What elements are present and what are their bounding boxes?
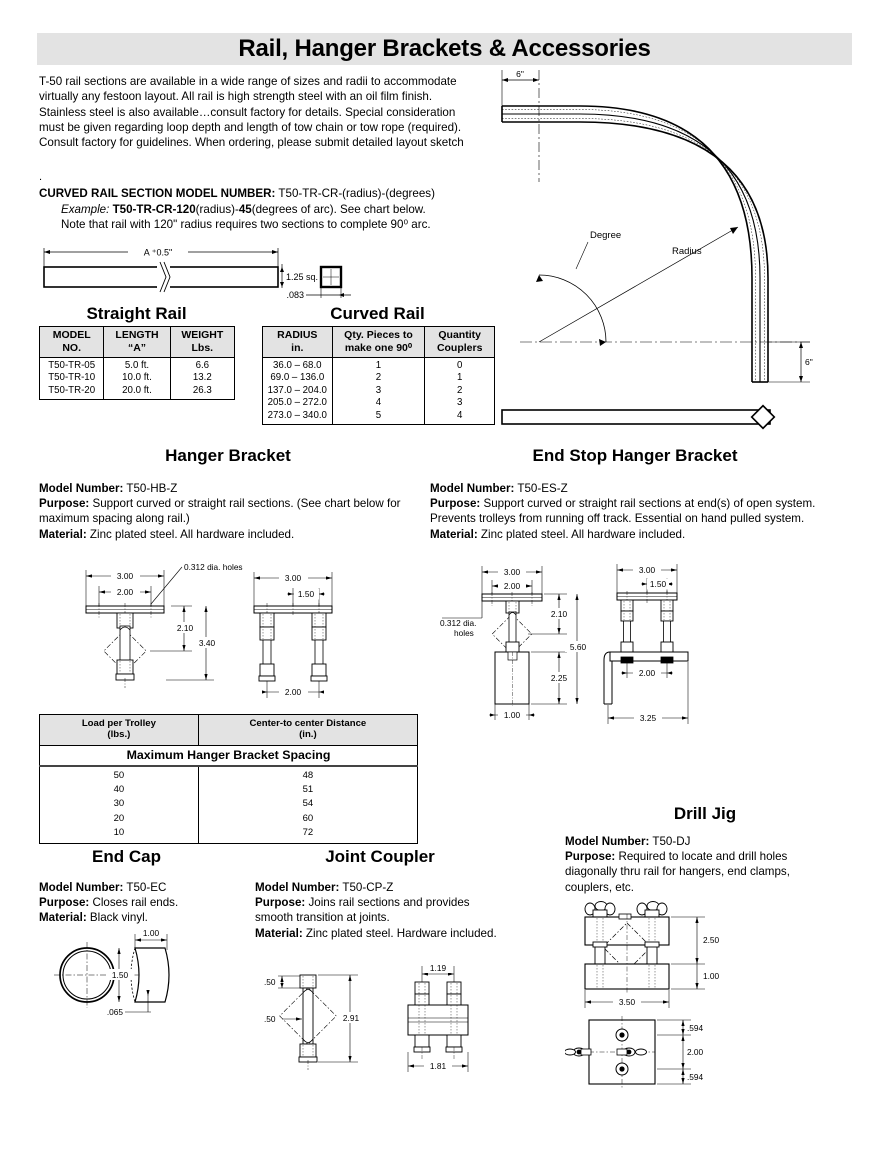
spacing-table-caption: Maximum Hanger Bracket Spacing [40,745,418,766]
table-header-row [263,327,495,358]
drill-jig-heading: Drill Jig [673,804,737,823]
intro-paragraph: T-50 rail sections are available in a wide range of sizes and radii to accommodate virtually any festoon layout. All rail is high strength steel with an oil film finish. Stainless steel is also available…consult factory for details. Special consideration must be given regarding loop depth and length of tow chain or tow rope (required). Consult factory for guidelines. When ordering, please submit detailed layout sketch [39,75,464,150]
stray-period: . [39,171,43,183]
jc-width-top: 1.19 [429,963,447,973]
value: T50-EC [126,881,167,894]
label: Purpose: [39,497,90,511]
joint-coupler-material-line [255,926,503,941]
table-row [263,410,495,425]
label: Model Number: [39,881,124,894]
value: Support curved or straight rail sections at end(s) of open system. Prevents trolleys from running off track. Essential on hand pulled system. [430,497,816,526]
cell: 69.0 – 136.0 [263,372,333,384]
col-header-line: Couplers [436,341,483,354]
label: Purpose: [430,497,481,511]
hb-side-width-inner: 1.50 [297,589,315,599]
jc-left: .50 [264,1014,276,1024]
table-row [40,812,418,826]
cell: 10.0 ft. [104,372,170,384]
es-side-width-outer: 3.00 [638,565,656,575]
cell: 4 [332,397,425,409]
joint-coupler-drawing [258,960,508,1080]
hanger-bracket-purpose-line [39,496,409,526]
cell: 1 [425,372,495,384]
example-bold-2: 45 [238,202,252,216]
cell: 1 [332,358,425,373]
end-cap-drawing [45,920,225,1030]
cell: 36.0 – 68.0 [263,358,333,373]
cell: 6.6 [170,358,234,373]
cell: 50 [113,770,125,782]
joint-coupler-model-line [255,880,503,895]
jc-top: .50 [264,977,276,987]
degree-label: Degree [590,230,622,241]
rail-wall-label: .083 [286,290,304,300]
cell: 5 [332,410,425,425]
es-holes-line2: holes [454,628,474,638]
label: Model Number: [565,835,650,848]
end-stop-heading: End Stop Hanger Bracket [532,446,738,465]
table-row [40,783,418,797]
label: Model Number: [39,482,124,495]
es-side-total: 3.25 [639,713,657,723]
es-side-width-inner: 1.50 [649,579,667,589]
hb-width-outer: 3.00 [116,571,134,581]
spacing-table-caption-row [40,745,418,766]
cell: 13.2 [170,372,234,384]
hb-height-mid: 2.10 [176,623,194,633]
es-side-base: 2.00 [638,668,656,678]
example-plain-2: (degrees of arc). See chart below. [251,202,426,216]
hanger-bracket-drawing [62,556,392,716]
value: Zinc plated steel. All hardware included. [89,527,295,541]
cell: 2 [332,372,425,384]
label: Purpose: [255,896,306,910]
table-row [263,358,495,373]
cell: 48 [198,766,417,783]
es-height-stop: 2.25 [550,673,568,683]
end-stop-drawing [432,556,762,741]
curved-rail-model-number-block [39,186,509,233]
label: Material: [430,527,478,541]
value: Zinc plated steel. All hardware included. [480,527,686,541]
col-header-line: LENGTH [115,329,159,341]
cell: 54 [198,797,417,811]
end-cap-model-line [39,880,254,895]
end-cap-heading: End Cap [92,847,161,866]
cell: 3 [425,397,495,409]
col-header-line: Center-to center Distance [249,718,367,729]
curved-rail-caption: Curved Rail [330,304,425,323]
col-header-line: “A” [127,341,147,354]
es-height-total: 5.60 [569,642,587,652]
cell: 0 [425,358,495,373]
radius-label: Radius [672,246,702,257]
col-header-line: Quantity [438,329,481,341]
model-number-heading-value: T50-TR-CR-(radius)-(degrees) [278,187,435,200]
curved-rail-diagram [480,62,880,462]
cell: 40 [113,784,125,796]
es-height-mid: 2.10 [550,609,568,619]
cell: T50-TR-10 [40,372,104,384]
label: Material: [39,527,87,541]
table-row [263,372,495,384]
cell: 3 [332,385,425,397]
label: Material: [255,926,303,940]
hb-height-total: 3.40 [198,638,216,648]
example-label: Example: [61,202,110,216]
ec-depth: 1.00 [142,928,160,938]
joint-coupler-purpose-line [255,895,503,925]
es-width-outer: 3.00 [503,567,521,577]
es-stop-width: 1.00 [503,710,521,720]
value: T50-CP-Z [342,881,394,894]
hb-width-inner: 2.00 [116,587,134,597]
drill-jig-purpose-line [565,849,835,895]
col-header-line: make one 90⁰ [344,341,413,354]
hb-side-base: 2.00 [284,687,302,697]
hb-holes-label: 0.312 dia. holes [184,562,243,572]
label: Material: [39,911,87,925]
table-row [263,397,495,409]
joint-coupler-heading: Joint Coupler [325,847,435,866]
dj-edge-bottom: .594 [687,1072,704,1082]
straight-rail-drawing [36,240,366,306]
joint-coupler-body [255,880,503,941]
cell: T50-TR-20 [40,385,104,400]
cell: 60 [198,812,417,826]
col-header-line: Qty. Pieces to [344,329,413,341]
page-title: Rail, Hanger Brackets & Accessories [238,35,651,62]
curved-rail-table [262,326,495,425]
end-stop-material-line [430,527,830,542]
table-row [40,797,418,811]
es-width-inner: 2.00 [503,581,521,591]
model-number-note: Note that rail with 120" radius requires two sections to complete 90⁰ arc. [61,218,431,232]
jc-height: 2.91 [342,1013,360,1023]
spacing-table [39,714,418,844]
cell: 205.0 – 272.0 [263,397,333,409]
hanger-bracket-material-line [39,527,409,542]
model-number-heading [39,186,509,202]
straight-rail-table [39,326,235,400]
value: Zinc plated steel. Hardware included. [305,926,497,940]
label: Model Number: [430,482,515,495]
rail-length-label: A ⁺0.5" [143,247,173,258]
cell: 72 [198,826,417,844]
dj-height-base: 1.00 [703,971,720,981]
value: T50-ES-Z [517,482,568,495]
cell: 26.3 [170,385,234,400]
end-cap-body [39,880,254,926]
model-number-example [39,202,509,218]
end-stop-body [430,481,830,542]
value: Closes rail ends. [92,896,179,910]
hb-side-width-outer: 3.00 [284,573,302,583]
cell: 5.0 ft. [104,358,170,373]
end-stop-purpose-line [430,496,830,526]
cell: 10 [113,826,125,838]
end-stop-model-line [430,481,830,496]
value: T50-DJ [652,835,691,848]
col-header-line: Lbs. [191,341,214,354]
drill-jig-body [565,834,835,895]
jc-width-bottom: 1.81 [429,1061,447,1071]
col-header-line: in. [291,341,304,354]
value: Required to locate and drill holes diagonally thru rail for hangers, end clamps, couplers, etc. [565,850,790,894]
cell: 273.0 – 340.0 [263,410,333,425]
cell: 137.0 – 204.0 [263,385,333,397]
drill-jig-model-line [565,834,835,849]
hanger-bracket-heading: Hanger Bracket [165,446,291,465]
label: Model Number: [255,881,340,894]
value: Joins rail sections and provides smooth transition at joints. [255,896,470,925]
col-header-line: (lbs.) [107,729,131,741]
col-header-line: Load per Trolley [81,718,156,729]
table-row [40,358,235,373]
col-header-line: (in.) [299,729,317,741]
rail-square-label: 1.25 sq. [286,272,319,282]
col-header-line: RADIUS [277,329,318,341]
curve-top-offset-label: 6" [516,69,524,79]
table-row [263,385,495,397]
page-title-band [37,33,852,65]
table-row [40,826,418,844]
cell: 4 [425,410,495,425]
cell: 20.0 ft. [104,385,170,400]
cell: 2 [425,385,495,397]
cell: 30 [113,798,125,810]
value: Black vinyl. [89,911,148,925]
label: Purpose: [39,896,90,910]
straight-rail-caption: Straight Rail [86,304,187,323]
hanger-bracket-model-line [39,481,409,496]
value: Support curved or straight rail sections. (See chart below for maximum spacing along rail.) [39,497,401,526]
dj-width: 3.50 [618,997,636,1007]
cell: 51 [198,783,417,797]
example-plain-1: (radius)- [195,202,239,216]
model-number-heading-label: CURVED RAIL SECTION MODEL NUMBER: [39,187,276,200]
table-row [40,766,418,783]
col-header-line: WEIGHT [181,329,224,341]
example-bold-1: T50-TR-CR-120 [112,202,196,216]
dj-center: 2.00 [687,1047,704,1057]
end-cap-purpose-line [39,895,254,910]
col-header-line: NO. [62,341,81,354]
ec-wall: .065 [106,1007,123,1017]
dj-height-top: 2.50 [703,935,720,945]
col-header-line: MODEL [52,329,91,341]
table-row [40,385,235,400]
dj-edge-top: .594 [687,1023,704,1033]
hanger-bracket-body [39,481,409,542]
table-row [40,372,235,384]
curve-bottom-offset-label: 6" [805,357,813,367]
table-header-row [40,327,235,358]
label: Purpose: [565,850,616,864]
cell: T50-TR-05 [40,358,104,373]
es-holes-line1: 0.312 dia. [440,618,477,628]
table-header-row [40,715,418,746]
cell: 20 [113,812,125,824]
drill-jig-drawing [565,890,805,1105]
value: T50-HB-Z [126,482,178,495]
ec-diameter: 1.50 [111,970,129,980]
